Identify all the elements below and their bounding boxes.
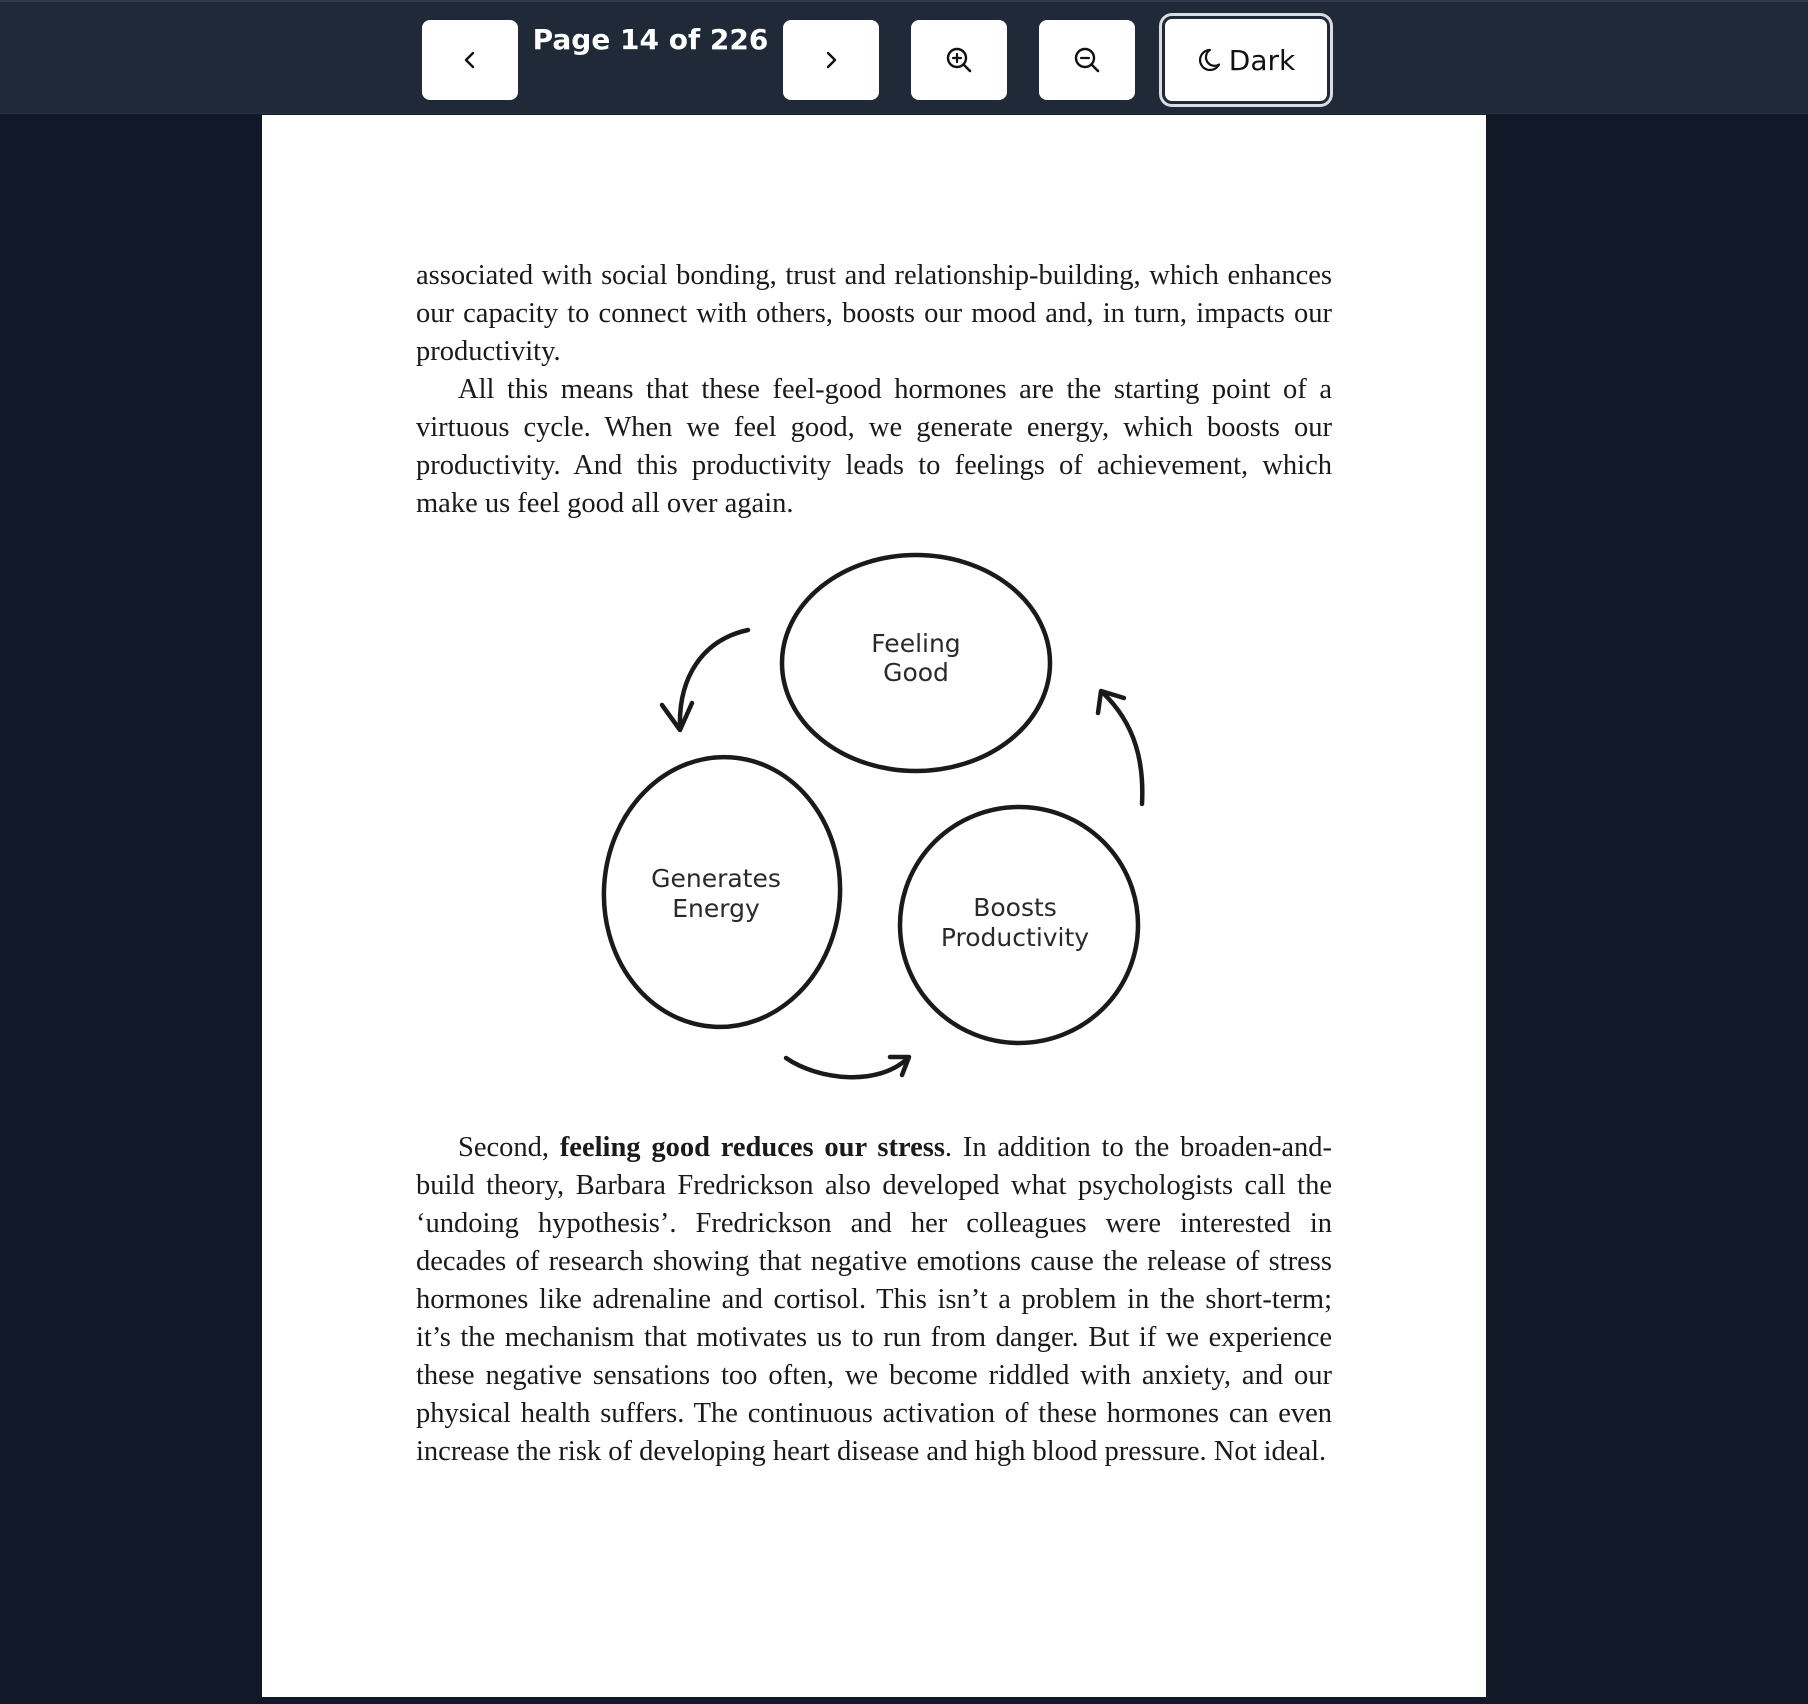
document-page	[262, 115, 1486, 1697]
node-label-boosts-productivity-2: Productivity	[940, 923, 1090, 952]
next-page-button[interactable]	[783, 20, 879, 100]
chevron-right-icon	[819, 48, 843, 72]
previous-page-button[interactable]	[422, 20, 518, 100]
moon-icon	[1197, 45, 1227, 75]
zoom-out-icon	[1072, 45, 1102, 75]
zoom-in-button[interactable]	[911, 20, 1007, 100]
paragraph	[416, 1129, 1332, 1471]
page-text-bottom	[416, 1129, 1332, 1471]
dark-mode-button[interactable]	[1162, 16, 1330, 104]
node-label-generates-energy-2: Energy	[672, 894, 760, 923]
arrow-productivity-to-feeling	[1098, 691, 1142, 804]
reader-toolbar	[0, 0, 1808, 114]
page-indicator: Page 14 of 226	[532, 23, 769, 56]
zoom-out-button[interactable]	[1039, 20, 1135, 100]
zoom-in-icon	[944, 45, 974, 75]
node-label-generates-energy: Generates	[651, 864, 781, 893]
paragraph: associated with social bonding, trust and relationship-building, which enhances our capacity to connect with others, boosts our mood and, in turn, impacts our productivity.	[416, 260, 1332, 367]
dark-mode-label: Dark	[1228, 43, 1296, 77]
node-label-feeling-good-2: Good	[883, 658, 949, 687]
node-label-boosts-productivity: Boosts	[973, 893, 1057, 922]
paragraph: All this means that these feel-good hormones are the starting point of a virtuous cycle. When we feel good, we generate energy, which boosts our productivity. And this productivity leads to feelings of achievement, which make us feel good all over again.	[416, 374, 1332, 519]
paragraph-lead: Second,	[458, 1132, 560, 1163]
paragraph-rest: . In addition to the broaden-and-build theory, Barbara Fredrickson also developed what psychologists call the ‘undoing hypothesis’. Fredrickson and her colleagues were interested in decades of research showing that negative emotions cause the release of stress hormones like adrenaline and cortisol. This isn’t a problem in the short-term; it’s the mechanism that motivates us to run from danger. But if we experience these negative sensations too often, we become riddled with anxiety, and our physical health suffers. The continuous activation of these hormones can even increase the risk of developing heart disease and high blood pressure. Not ideal.	[416, 1132, 1332, 1467]
node-label-feeling-good: Feeling	[871, 629, 961, 658]
chevron-left-icon	[458, 48, 482, 72]
arrow-feeling-to-energy	[662, 630, 748, 730]
paragraph-bold: feeling good reduces our stress	[559, 1132, 945, 1163]
arrow-energy-to-productivity	[786, 1057, 909, 1077]
